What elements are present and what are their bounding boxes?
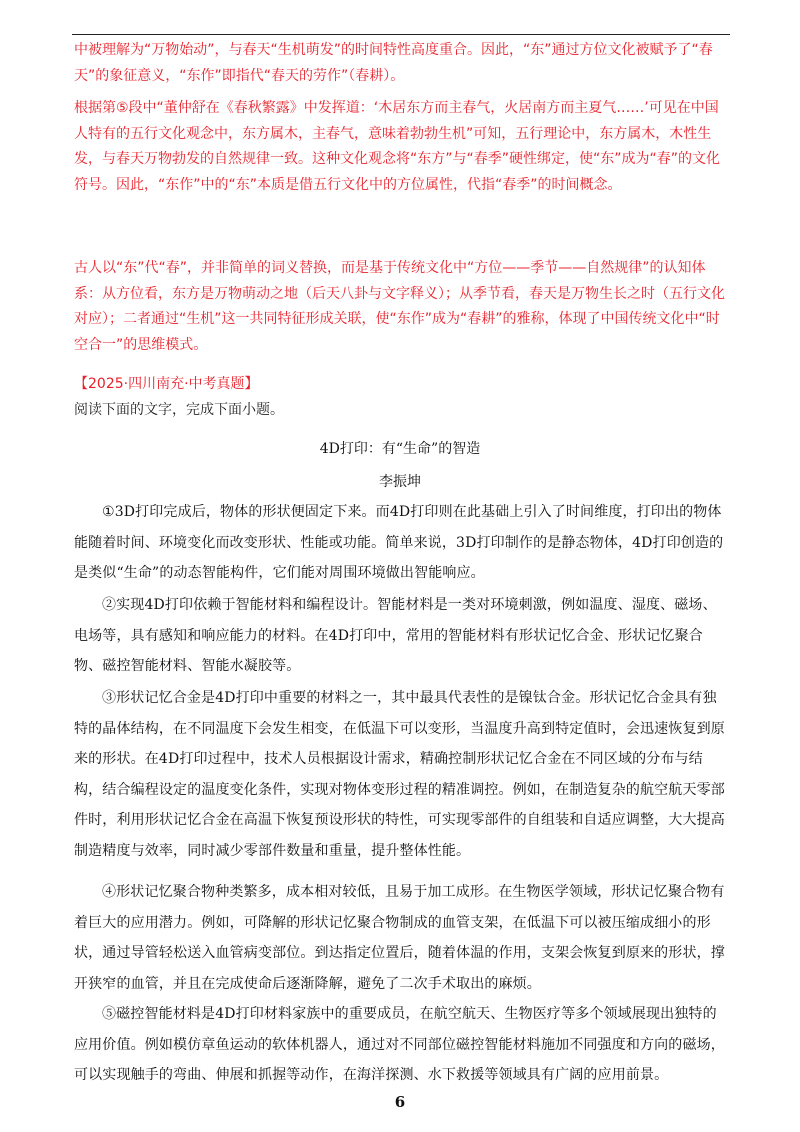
article-paragraph-3: ③形状记忆合金是4D打印中重要的材料之一，其中最具代表性的是镍钛合金。形状记忆合金具有独特的晶体结构，在不同温度下会发生相变，在低温下可以变形，当温度升高到特定值时，会迅速恢复到原来的形状。在4D打印过程中，技术人员根据设计需求，精确控制形状记忆合金在不同区域的分布与结构，结合编程设定的温度变化条件，实现对物体变形过程的精准调控。例如，在制造复杂的航空航天零部件时，利用形状记忆合金在高温下恢复预设形状的特性，可实现零部件的自组装和自适应调整，大大提高制造精度与效率，同时减少零部件数量和重量，提升整体性能。: [74, 690, 725, 859]
article-author: 李振坤: [379, 474, 421, 490]
header-rule: [72, 34, 730, 35]
source-tag: 【2025·四川南充·中考真题】: [74, 376, 259, 392]
answer-text-summary: [74, 256, 728, 359]
article-paragraph-5: ⑤磁控智能材料是4D打印材料家族中的重要成员，在航空航天、生物医疗等多个领域展现出独特的应用价值。例如模仿章鱼运动的软体机器人，通过对不同部位磁控智能材料施加不同强度和方向的磁场，可以实现触手的弯曲、伸展和抓握等动作，在海洋探测、水下救援等领域具有广阔的应用前景。: [74, 1006, 725, 1083]
answer-paragraph-2: 根据第⑤段中“董仲舒在《春秋繁露》中发挥道：‘木居东方而主春气，火居南方而主夏气……’可见在中国人特有的五行文化观念中，东方属木，主春气，意味着勃勃生机”可知，五行理论中，东方属木，木性生发，与春天万物勃发的自然规律一致。这种文化观念将“东方”与“春季”硬性绑定，使“东”成为“春”的文化符号。因此，“东作”中的“东”本质是借五行文化中的方位属性，代指“春季”的时间概念。: [74, 100, 721, 194]
article-title: 4D打印：有“生命”的智造: [319, 441, 481, 457]
article-paragraph-2: ②实现4D打印依赖于智能材料和编程设计。智能材料是一类对环境刺激，例如温度、湿度、磁场、电场等，具有感知和响应能力的材料。在4D打印中，常用的智能材料有形状记忆合金、形状记忆聚合物、磁控智能材料、智能水凝胶等。: [74, 597, 717, 674]
answer-text-para-five: [74, 96, 728, 199]
article-paragraph-1: ①3D打印完成后，物体的形状便固定下来。而4D打印则在此基础上引入了时间维度，打印出的物体能随着时间、环境变化而改变形状、性能或功能。简单来说，3D打印制作的是静态物体，4D打印创造的是类似“生命”的动态智能构件，它们能对周围环境做出智能响应。: [74, 504, 724, 581]
answer-paragraph-3: 古人以“东”代“春”，并非简单的词义替换，而是基于传统文化中“方位——季节——自然规律”的认知体系：从方位看，东方是万物萌动之地（后天八卦与文字释义）；从季节看，春天是万物生长之时（五行文化对应）；二者通过“生机”这一共同特征形成关联，使“东作”成为“春耕”的雅称，体现了中国传统文化中“时空合一”的思维模式。: [74, 260, 725, 354]
answer-text-continuation: [74, 38, 728, 89]
instruction-text: 阅读下面的文字，完成下面小题。: [74, 402, 284, 418]
article-paragraph-4: ④形状记忆聚合物种类繁多，成本相对较低，且易于加工成形。在生物医学领域，形状记忆聚合物有着巨大的应用潜力。例如，可降解的形状记忆聚合物制成的血管支架，在低温下可以被压缩成细小的形状，通过导管轻松送入血管病变部位。到达指定位置后，随着体温的作用，支架会恢复到原来的形状，撑开狭窄的血管，并且在完成使命后逐渐降解，避免了二次手术取出的麻烦。: [74, 884, 725, 992]
page-number: 6: [394, 1093, 406, 1111]
answer-paragraph-1: 中被理解为“万物始动”，与春天“生机萌发”的时间特性高度重合。因此，“东”通过方位文化被赋予了“春天”的象征意义，“东作”即指代“春天的劳作”（春耕）。: [74, 42, 713, 84]
